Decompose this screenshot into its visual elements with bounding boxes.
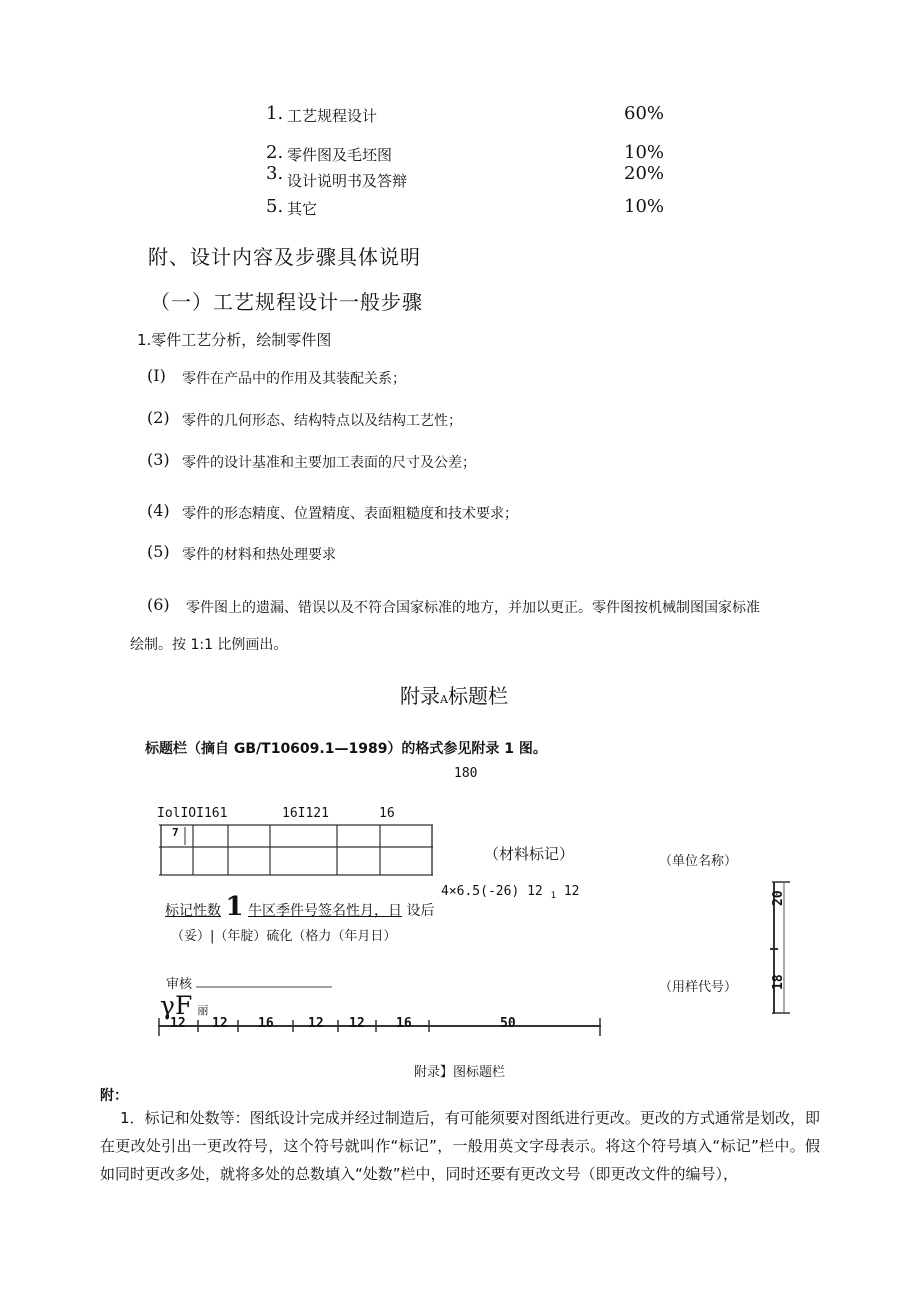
appendix-a-title-letter: A [440, 693, 448, 706]
material-mark-label: （材料标记） [484, 845, 575, 863]
weight-value-1: 60% [624, 103, 665, 124]
bottom-dim-2: 12 [212, 1016, 228, 1031]
weight-num-1: 1. [266, 103, 284, 124]
weight-label-4: 其它 [287, 200, 318, 218]
note-paragraph: 1．标记和处数等：图纸设计完成并经过制造后，有可能须要对图纸进行更改。更改的方式通常是划改，即在更改处引出一更改符号，这个符号就叫作“标记”，一般用英文字母表示。将这个符号填入“标记”栏中。假如同时更改多处，就将多处的总数填入“处数”栏中，同时还要有更改文号（即更改文件的编号）， [100, 1109, 820, 1183]
bottom-dim-7: 50 [500, 1016, 516, 1031]
weight-num-2: 2. [266, 142, 284, 163]
row-labels-2: （妥）|（年腚）硫化（格力（年月日） [171, 929, 397, 944]
middle-dims [441, 884, 580, 901]
note-label: 附： [100, 1088, 128, 1104]
weight-value-4: 10% [624, 196, 665, 217]
column-dims-3: 16 [379, 806, 395, 821]
appendix-a-title-main: 附录 [400, 684, 440, 708]
total-width-dim: 180 [454, 766, 478, 781]
right-dim-top-label: 20 [771, 890, 786, 906]
row-label-a: 标记性数 [165, 903, 221, 919]
bottom-dim-6: 16 [396, 1016, 412, 1031]
step-item-num: (3) [147, 450, 170, 469]
bottom-dim-5: 12 [349, 1016, 365, 1031]
column-dims-2: 16I121 [282, 806, 329, 821]
weight-value-3: 20% [624, 163, 665, 184]
row-label-c: 设后 [406, 903, 435, 919]
weight-label-1: 工艺规程设计 [287, 107, 378, 125]
column-dims-1: IolIOI161 [157, 806, 228, 821]
weight-label-3: 设计说明书及答辩 [287, 172, 408, 190]
appendix-a-title [400, 680, 508, 709]
weight-label-2: 零件图及毛坯图 [287, 146, 393, 164]
weight-num-4: 5. [266, 196, 284, 217]
middle-dims-b: 12 [527, 884, 543, 899]
review-label: 审核 [166, 977, 193, 992]
review-signature-small: 丽 [197, 1004, 209, 1017]
row-labels [165, 892, 434, 922]
step-item-num: (4) [147, 501, 170, 520]
unit-name-label: （单位名称） [659, 854, 738, 869]
review-signature-big: γF [160, 991, 193, 1020]
appendix-a-intro: 标题栏（摘自 GB/T10609.1—1989）的格式参见附录 1 图。 [145, 741, 547, 757]
row-label-big: 1 [225, 892, 244, 922]
weight-value-2: 10% [624, 142, 665, 163]
drawing-code-label: （用样代号） [659, 980, 738, 995]
step-item-text: 零件的几何形态、结构特点以及结构工艺性； [182, 413, 462, 429]
step-item-text: 零件图上的遗漏、错误以及不符合国家标准的地方，并加以更正。零件图按机械制图国家标准 [186, 600, 760, 616]
step-item-text: 零件在产品中的作用及其装配关系； [182, 371, 406, 387]
middle-dims-a: 4×6.5(-26) [441, 884, 520, 899]
appendix-heading: 附、设计内容及步骤具体说明 [148, 245, 421, 269]
row-label-b: 牛区季件号签名性月，日 [248, 903, 402, 919]
step-item-num: (I) [147, 366, 166, 385]
bottom-dim-4: 12 [308, 1016, 324, 1031]
middle-dims-c: 12 [563, 884, 580, 899]
bottom-dim-3: 16 [258, 1016, 274, 1031]
step-item-text: 零件的材料和热处理要求 [182, 547, 336, 563]
step-item-continuation: 绘制。按 1:1 比例画出。 [130, 637, 288, 653]
step-item-text: 零件的形态精度、位置精度、表面粗糙度和技术要求； [182, 506, 518, 522]
step-item-num: (5) [147, 542, 170, 561]
middle-dims-sub: 1 [550, 891, 557, 901]
section-heading: （一）工艺规程设计一般步骤 [150, 290, 423, 314]
step-item-num: (6) [147, 595, 170, 614]
figure-caption: 附录】图标题栏 [414, 1065, 506, 1080]
step-item-num: (2) [147, 408, 170, 427]
right-dim-bottom-label: 18 [771, 974, 786, 990]
step1-title: 1.零件工艺分析，绘制零件图 [137, 331, 332, 349]
title-block-grid [150, 820, 440, 880]
step-item-text: 零件的设计基准和主要加工表面的尺寸及公差； [182, 455, 476, 471]
review-line [196, 986, 334, 989]
row-height-dim: 7 [172, 826, 179, 839]
bottom-dim-1: 12 [170, 1016, 186, 1031]
appendix-a-title-rest: 标题栏 [447, 684, 508, 708]
weight-num-3: 3. [266, 163, 284, 184]
